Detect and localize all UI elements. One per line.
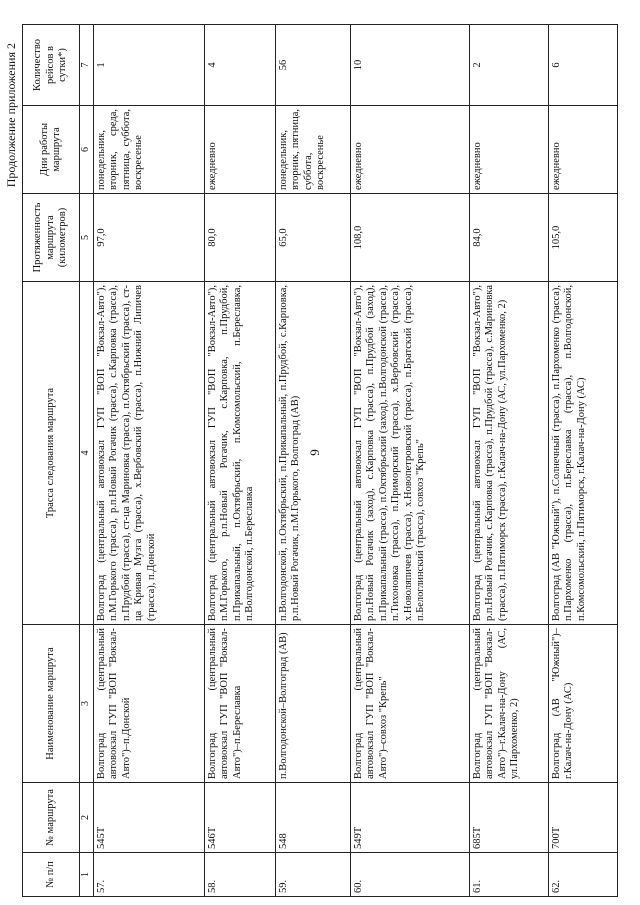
continuation-note: Продолжение приложения 2 [4,43,18,188]
route-trips: 1 [93,25,204,106]
route-path: Волгоград (центральный автовокзал ГУП "ВОП "Вокзал-Авто"), р.п.Новый Рогачик (заход), с.Карповка (трасса), п.Прудбой (заход), п.Прикапальный (трасса), п.Октябрьский (заход), п.Волгодонской (трасса), п.Тихоновка (трасса), п.Приморский (трасса), х.Вербовский (трасса), х.Новоляпичев (трасса), х.Новопетровский (трасса), п.Братский (трасса), п.Белоглинский (трасса), совхоз "Крепь" [350,282,469,625]
row-number: 62. [548,853,617,897]
column-number-row [80,25,94,897]
col-number: 7 [80,25,94,106]
route-trips: 56 [275,25,350,106]
col-header-length: Протяженность маршрута (километров) [23,194,80,282]
route-path: Волгоград (центральный автовокзал ГУП "ВОП "Вокзал-Авто"), р.п.Новый Рогачик, с.Карповка (трасса), п.Прудбой (трасса), с.Мариновка (трасса), п.Пятиморск (трасса), г.Калач-на-Дону (АС, ул.Пархоменко, 2) [469,282,548,625]
table-row [93,25,204,897]
route-path: Волгоград (центральный автовокзал ГУП "ВОП "Вокзал-Авто"), п.М.Горького, р.п.Новый Рогачик, с.Карповка, п.Прудбой, п.Прикапальный, п.Октябрьский, п.Комсомольский, п.Береславка, п.Волгодонской, п.Береславка [204,282,275,625]
table-row [469,25,548,897]
route-name: Волгоград (АВ "Южный")–г.Калач-на-Дону (АС) [548,625,617,783]
col-header-name: Наименование маршрута [23,625,80,783]
route-number: 700Т [548,783,617,853]
route-trips: 6 [548,25,617,106]
table-row [275,25,350,897]
route-days: ежедневно [204,106,275,194]
route-length: 105,0 [548,194,617,282]
route-trips: 10 [350,25,469,106]
table-row [350,25,469,897]
col-header-days: Дни работы маршрута [23,106,80,194]
row-number: 60. [350,853,469,897]
route-days: ежедневно [469,106,548,194]
route-days: понедельник, вторник, пятница, суббота, воскресенье [275,106,350,194]
col-number: 1 [80,853,94,897]
route-length: 84,0 [469,194,548,282]
col-number: 3 [80,625,94,783]
route-number: 685Т [469,783,548,853]
route-days: понедельник, вторник, среда, пятница, суббота, воскресенье [93,106,204,194]
route-trips: 4 [204,25,275,106]
row-number: 61. [469,853,548,897]
col-number: 4 [80,282,94,625]
route-length: 80,0 [204,194,275,282]
route-number: 549Т [350,783,469,853]
routes-table [22,24,618,897]
row-number: 58. [204,853,275,897]
route-path: п.Волгодонской, п.Октябрьский, п.Прикапальный, п.Прудбой, с.Карповка, р.п.Новый Рогачик, п.М.Горького, Волгоград (АВ) [275,282,350,625]
page-number: 9 [307,449,322,456]
route-length: 108,0 [350,194,469,282]
col-header-n: № п/п [23,853,80,897]
row-number: 57. [93,853,204,897]
row-number: 59. [275,853,350,897]
col-header-trips: Количество рейсов в сутки*) [23,25,80,106]
route-name: Волгоград (центральный автовокзал ГУП "ВОП "Вокзал-Авто")–совхоз "Крепь" [350,625,469,783]
route-name: Волгоград (центральный автовокзал ГУП "ВОП "Вокзал-Авто")–г.Калач-на-Дону (АС, ул.Пархоменко, 2) [469,625,548,783]
col-header-route-no: № маршрута [23,783,80,853]
col-header-path: Трасса следования маршрута [23,282,80,625]
table-row [548,25,617,897]
route-path: Волгоград (центральный автовокзал ГУП "ВОП "Вокзал-Авто"), п.М.Горького (трасса), р.п.Новый Рогачик (трасса), с.Карповка (трасса), п.Прудбой (трасса), ст-ца Мариновка (трасса), п.Октябрьский (трасса), ст-ца Кривая Музга (трасса), х.Вербовский (трасса), п.Нижний Липичев (трасса), п.Донской [93,282,204,625]
route-days: ежедневно [350,106,469,194]
table-row [204,25,275,897]
header-row [23,25,80,897]
route-number: 545Т [93,783,204,853]
route-number: 548 [275,783,350,853]
col-number: 6 [80,106,94,194]
route-name: Волгоград (центральный автовокзал ГУП "ВОП "Вокзал-Авто")–п.Донской [93,625,204,783]
route-name: п.Волгодонской–Волгоград (АВ) [275,625,350,783]
route-length: 65,0 [275,194,350,282]
route-days: ежедневно [548,106,617,194]
route-path: Волгоград (АВ "Южный"), п.Солнечный (трасса), п.Пархоменко (трасса), п.Пархоменко (трасса), п.Береславка (трасса), п.Волгодонской, п.Комсомольский, п.Пятиморск, г.Калач-на-Дону (АС) [548,282,617,625]
route-trips: 2 [469,25,548,106]
route-number: 546Т [204,783,275,853]
col-number: 2 [80,783,94,853]
route-length: 97,0 [93,194,204,282]
col-number: 5 [80,194,94,282]
route-name: Волгоград (центральный автовокзал ГУП "ВОП "Вокзал-Авто")–п.Береславка [204,625,275,783]
